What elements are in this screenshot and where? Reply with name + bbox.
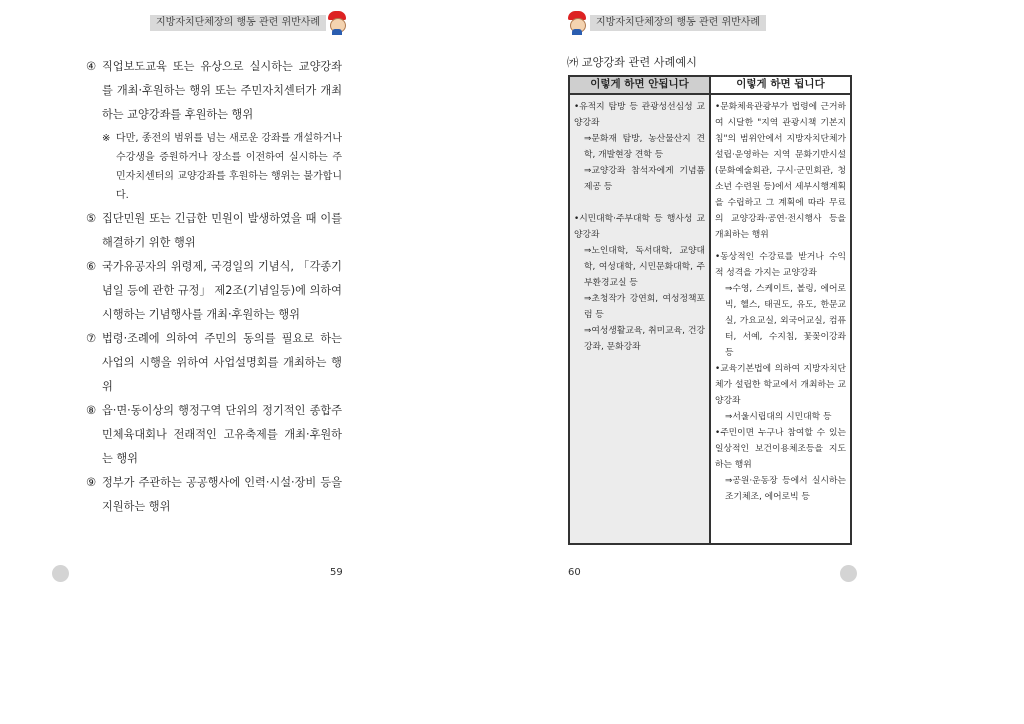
table-body: [570, 95, 850, 543]
entry-subs: [715, 409, 846, 425]
table-entry: [715, 361, 846, 425]
sub-item: ⇒문화재 탐방, 농산물산지 견학, 개발현장 견학 등: [584, 134, 705, 160]
table-entry: [574, 211, 705, 355]
entry-text: •문화체육관광부가 법령에 근거하여 시달한 "지역 관광시책 기본지침"의 범위안에서 지방자치단체가 설립·운영하는 지역 문화기반시설(문화예술회관, 구시·군민회관, 청소년 수련원 등)에서 세부시행계획을 수립하고 그 계획에 따라 무료의 교양강좌·공연·전시행사 등을 개최하는 행위: [715, 102, 846, 240]
header-title: 지방자치단체장의 행동 관련 위반사례: [150, 15, 326, 31]
sub-item: ⇒공원·운동장 등에서 실시하는 조기체조, 에어로빅 등: [725, 476, 846, 502]
header-do: 이렇게 하면 됩니다: [711, 77, 850, 93]
item-number: ⑨: [86, 476, 97, 489]
sub-item: ⇒초청작가 강연회, 여성정책포럼 등: [584, 294, 705, 320]
table-entry: [715, 425, 846, 505]
list-item: [86, 55, 342, 127]
right-header: [566, 14, 766, 32]
dont-column: [570, 95, 711, 543]
entry-subs: [715, 281, 846, 361]
list-item: [86, 399, 342, 471]
table-entry: [715, 249, 846, 361]
table-entry: [574, 99, 705, 195]
item-number: ⑧: [86, 404, 97, 417]
note-mark: ※: [102, 133, 111, 144]
sub-item: ⇒수영, 스케이트, 볼링, 에어로빅, 헬스, 태권도, 유도, 한문교실, 가요교실, 외국어교실, 컴퓨터, 서예, 수지침, 꽃꽂이강좌 등: [725, 284, 846, 358]
entry-text: •유적지 탐방 등 관광성선심성 교양강좌: [574, 102, 705, 128]
page-number: 59: [330, 567, 343, 578]
list-item: [86, 255, 342, 327]
item-list: [86, 55, 342, 519]
item-number: ⑤: [86, 212, 97, 225]
entry-subs: [574, 131, 705, 195]
page-corner-circle-icon: [840, 565, 857, 582]
entry-subs: [574, 243, 705, 355]
page-number: 60: [568, 567, 581, 578]
list-item: [86, 207, 342, 255]
item-text: 읍·면·동이상의 행정구역 단위의 정기적인 종합주민체육대회나 전래적인 고유축제를 개최·후원하는 행위: [102, 404, 342, 465]
entry-text: •동상적인 수강료를 받거나 수익적 성격을 가지는 교양강좌: [715, 252, 846, 278]
sub-item: ⇒서울시립대의 시민대학 등: [725, 412, 832, 422]
left-header: [150, 14, 350, 32]
item-text: 국가유공자의 위령제, 국경일의 기념식, 「각종기념일 등에 관한 규정」 제2조(기념일등)에 의하여 시행하는 기념행사를 개최·후원하는 행위: [102, 260, 342, 321]
item-text: 정부가 주관하는 공공행사에 인력·시설·장비 등을 지원하는 행위: [102, 476, 342, 513]
note: [102, 129, 342, 205]
item-text: 집단민원 또는 긴급한 민원이 발생하였을 때 이를 해결하기 위한 행위: [102, 212, 342, 249]
note-text: 다만, 종전의 범위를 넘는 새로운 강좌를 개설하거나 수강생을 증원하거나 장소를 이전하여 실시하는 주민자치센터의 교양강좌를 후원하는 행위는 불가합니다.: [116, 133, 342, 201]
do-column: [711, 95, 850, 543]
list-item: [86, 327, 342, 399]
item-number: ⑥: [86, 260, 97, 273]
mascot-icon: [566, 11, 588, 35]
item-number: ④: [86, 60, 97, 73]
sub-item: ⇒여성생활교육, 취미교육, 건강강좌, 문화강좌: [584, 326, 705, 352]
entry-subs: [715, 473, 846, 505]
item-text: 직업보도교육 또는 유상으로 실시하는 교양강좌를 개최·후원하는 행위 또는 주민자치센터가 개최하는 교양강좌를 후원하는 행위: [102, 60, 342, 121]
item-number: ⑦: [86, 332, 97, 345]
section-title: ㈎ 교양강좌 관련 사례예시: [567, 56, 697, 69]
examples-table: [568, 75, 852, 545]
list-item: [86, 471, 342, 519]
sub-item: ⇒노인대학, 독서대학, 교양대학, 여성대학, 시민문화대학, 주부환경교실 등: [584, 246, 705, 288]
entry-text: •주민이면 누구나 참여할 수 있는 일상적인 보건이용체조등을 지도하는 행위: [715, 428, 846, 470]
table-header: [570, 77, 850, 95]
header-dont: 이렇게 하면 안됩니다: [570, 77, 711, 93]
sub-item: ⇒교양강좌 참석자에게 기념품제공 등: [584, 166, 705, 192]
entry-text: •교육기본법에 의하여 지방자치단체가 설립한 학교에서 개최하는 교양강좌: [715, 364, 846, 406]
header-title: 지방자치단체장의 행동 관련 위반사례: [590, 15, 766, 31]
table-entry: [715, 99, 846, 243]
page-corner-circle-icon: [52, 565, 69, 582]
entry-text: •시민대학·주부대학 등 행사성 교양강좌: [574, 214, 705, 240]
item-text: 법령·조례에 의하여 주민의 동의를 필요로 하는 사업의 시행을 위하여 사업설명회를 개최하는 행위: [102, 332, 342, 393]
mascot-icon: [326, 11, 348, 35]
